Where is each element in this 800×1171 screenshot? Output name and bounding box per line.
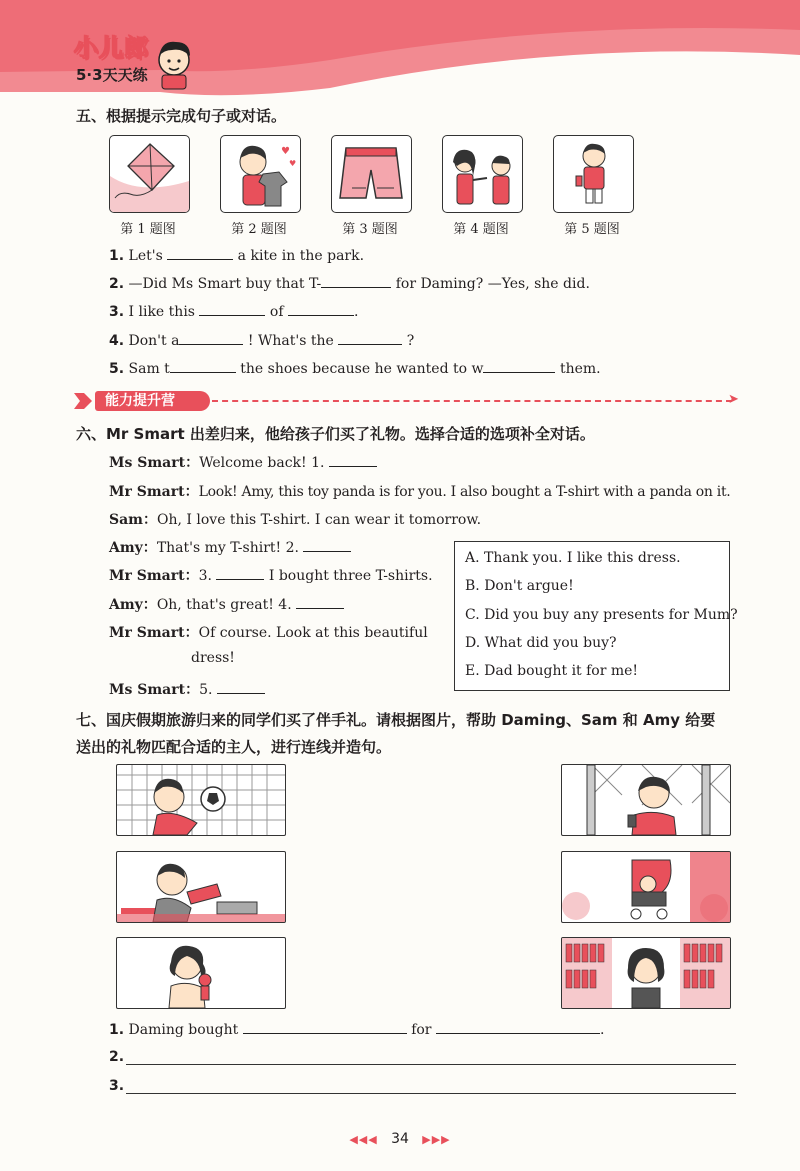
- speaker: Mr Smart：: [109, 625, 199, 641]
- s7-sentence-3: [109, 1076, 124, 1096]
- dialogue-line-3: [109, 509, 481, 529]
- text-segment: ! What's the: [247, 333, 334, 349]
- text-segment: .: [353, 304, 359, 320]
- answer-blank[interactable]: [329, 452, 377, 467]
- text-segment: a kite in the park.: [237, 248, 365, 264]
- section7-title-line2: 送出的礼物匹配合适的主人，进行连线并造句。: [76, 738, 392, 756]
- answer-blank[interactable]: [199, 301, 265, 316]
- question-number: 3.: [109, 1078, 125, 1094]
- picture-1: [109, 135, 190, 213]
- s5-question-1: [109, 245, 364, 266]
- option-c: C. Did you buy any presents for Mum?: [465, 607, 738, 623]
- section5-title: 五、根据提示完成句子或对话。: [76, 107, 287, 125]
- s5-question-2: [109, 273, 590, 294]
- dialogue-text: Oh, I love this T-shirt. I can wear it tomorrow.: [157, 512, 482, 528]
- page-number: 34: [391, 1131, 409, 1147]
- dialogue-text: Of course. Look at this beautiful: [198, 625, 428, 641]
- answer-line-2[interactable]: [126, 1064, 736, 1065]
- speaker: Amy：: [109, 597, 157, 613]
- prev-arrows-icon: ◀◀◀: [349, 1133, 378, 1146]
- caption-5: 第 5 题图: [564, 222, 620, 237]
- text-segment: for: [411, 1022, 432, 1038]
- text-segment: —Did Ms Smart buy that T-: [128, 276, 322, 292]
- girl-doll-icon: [117, 938, 285, 1008]
- picture-2: [220, 135, 301, 213]
- section7-title-line1: 七、国庆假期旅游归来的同学们买了伴手礼。请根据图片，帮助 Daming、Sam 和 Amy 给要: [76, 711, 716, 729]
- picture-girl-doll[interactable]: [116, 937, 286, 1009]
- picture-boy-phone[interactable]: [561, 764, 731, 836]
- option-d: D. What did you buy?: [465, 635, 617, 651]
- dialogue-line-4: [109, 537, 351, 557]
- banner-icon: [72, 391, 94, 411]
- baby-stroller-icon: [562, 852, 730, 922]
- shorts-icon: [332, 136, 411, 212]
- question-number: 4.: [109, 333, 125, 349]
- answer-blank[interactable]: [216, 565, 264, 580]
- answer-line-3[interactable]: [126, 1093, 736, 1094]
- dialogue-line-2: [109, 481, 730, 501]
- s5-question-3: [109, 301, 358, 322]
- banner-divider: [212, 400, 732, 402]
- s7-sentence-2: [109, 1047, 124, 1067]
- boy-gift-box-icon: [117, 852, 285, 922]
- page-number-row: [0, 1131, 800, 1147]
- answer-blank[interactable]: [483, 358, 555, 373]
- boy-football-icon: [117, 765, 285, 835]
- boy-shoes-icon: [554, 136, 633, 212]
- caption-4: 第 4 题图: [453, 222, 509, 237]
- dialogue-line-7: [109, 622, 428, 642]
- text-segment: for Daming? —Yes, she did.: [395, 276, 590, 292]
- argue-icon: [443, 136, 522, 212]
- answer-blank[interactable]: [167, 245, 233, 260]
- answer-blank[interactable]: [217, 679, 265, 694]
- speaker: Ms Smart：: [109, 682, 200, 698]
- question-number: 2.: [109, 1049, 125, 1065]
- dialogue-text: That's my T-shirt! 2.: [156, 540, 299, 556]
- answer-blank[interactable]: [296, 594, 344, 609]
- speaker: Amy：: [109, 540, 157, 556]
- answer-blank[interactable]: [303, 537, 351, 552]
- dialogue-text: 3.: [198, 568, 212, 584]
- speaker: Mr Smart：: [109, 568, 199, 584]
- picture-4: [442, 135, 523, 213]
- question-number: 1.: [109, 1022, 125, 1038]
- svg-text:♥: ♥: [289, 159, 297, 168]
- dialogue-line-8: [191, 650, 235, 666]
- arrow-right-icon: ➤: [728, 392, 740, 407]
- text-segment: them.: [559, 361, 601, 377]
- dialogue-text: Oh, that's great! 4.: [156, 597, 292, 613]
- kite-icon: [110, 136, 189, 212]
- svg-text:♥: ♥: [281, 146, 290, 157]
- boy-phone-icon: [562, 765, 730, 835]
- caption-3: 第 3 题图: [342, 222, 398, 237]
- answer-blank[interactable]: [288, 301, 354, 316]
- text-segment: I like this: [128, 304, 195, 320]
- picture-3: [331, 135, 412, 213]
- question-number: 3.: [109, 304, 125, 320]
- boy-tshirt-icon: [221, 136, 300, 212]
- speaker: Ms Smart：: [109, 455, 200, 471]
- s7-sentence-1: [109, 1019, 604, 1040]
- option-b: B. Don't argue!: [465, 578, 574, 594]
- picture-5: [553, 135, 634, 213]
- picture-boy-football[interactable]: [116, 764, 286, 836]
- s5-question-4: [109, 330, 414, 351]
- dialogue-line-1: [109, 452, 377, 472]
- section-banner: 能力提升营: [95, 391, 210, 411]
- speaker: Mr Smart：: [109, 484, 199, 500]
- s5-question-5: [109, 358, 601, 379]
- mascot-icon: [152, 36, 196, 90]
- text-segment: ?: [406, 333, 415, 349]
- text-segment: Daming bought: [128, 1022, 239, 1038]
- dialogue-line-9: [109, 679, 265, 699]
- text-segment: Don't a: [128, 333, 180, 349]
- text-segment: Let's: [128, 248, 163, 264]
- question-number: 1.: [109, 248, 125, 264]
- dialogue-text: Welcome back! 1.: [199, 455, 325, 471]
- dialogue-text: 5.: [199, 682, 213, 698]
- answer-blank[interactable]: [338, 330, 402, 345]
- option-a: A. Thank you. I like this dress.: [465, 550, 681, 566]
- woman-bookshelf-icon: [562, 938, 730, 1008]
- dialogue-text: dress!: [191, 650, 235, 666]
- brand-logo: 小儿郎: [74, 34, 149, 62]
- text-segment: of: [269, 304, 284, 320]
- answer-blank[interactable]: [170, 358, 236, 373]
- picture-baby-stroller[interactable]: [561, 851, 731, 923]
- question-number: 2.: [109, 276, 125, 292]
- answer-blank[interactable]: [179, 330, 243, 345]
- answer-blank[interactable]: [243, 1019, 407, 1034]
- speaker: Sam：: [109, 512, 157, 528]
- question-number: 5.: [109, 361, 125, 377]
- series-title: 5·3天天练: [76, 66, 148, 84]
- next-arrows-icon: ▶▶▶: [422, 1133, 451, 1146]
- caption-1: 第 1 题图: [120, 222, 176, 237]
- text-segment: .: [599, 1022, 605, 1038]
- dialogue-line-6: [109, 594, 344, 614]
- options-box: [454, 541, 738, 691]
- section6-title: 六、Mr Smart 出差归来，他给孩子们买了礼物。选择合适的选项补全对话。: [76, 425, 595, 443]
- picture-woman-books[interactable]: [561, 937, 731, 1009]
- answer-blank[interactable]: [321, 273, 391, 288]
- caption-2: 第 2 题图: [231, 222, 287, 237]
- text-segment: the shoes because he wanted to w: [240, 361, 484, 377]
- dialogue-text: I bought three T-shirts.: [268, 568, 433, 584]
- dialogue-text: Look! Amy, this toy panda is for you. I also bought a T-shirt with a panda on it.: [198, 484, 731, 500]
- text-segment: Sam t: [128, 361, 170, 377]
- option-e: E. Dad bought it for me!: [465, 663, 639, 679]
- answer-blank[interactable]: [436, 1019, 600, 1034]
- dialogue-line-5: [109, 565, 433, 585]
- picture-boy-box[interactable]: [116, 851, 286, 923]
